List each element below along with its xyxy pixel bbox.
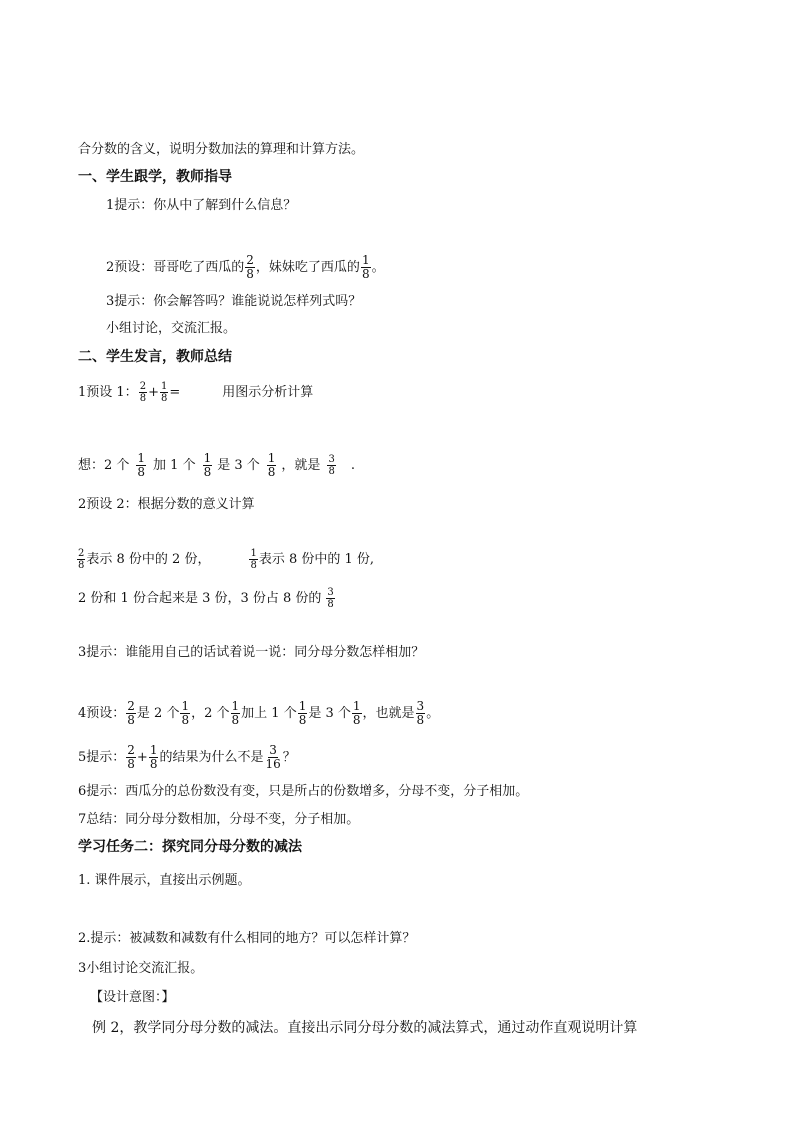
fraction: $\frac{1}{8}$	[203, 451, 212, 479]
task-2-item-1: 1. 课件展示，直接出示例题。	[78, 873, 251, 888]
preset-2-middle: ，妹妹吃了西瓜的	[255, 260, 360, 275]
preset-2: 2预设：哥哥吃了西瓜的 $\frac{2}{8}$ ，妹妹吃了西瓜的 $\frac{1}{8}$ 。	[106, 253, 385, 281]
fraction: $\frac{2}{8}$	[246, 253, 254, 281]
fraction: $\frac{3}{8}$	[328, 454, 335, 477]
think-line: 想：2 个 $\frac{1}{8}$ 加 1 个 $\frac{1}{8}$ 是 3 个 $\frac{1}{8}$ ，就是 $\frac{3}{8}$ .	[78, 451, 355, 479]
fraction: $\frac{3}{8}$	[416, 699, 425, 727]
fraction: $\frac{2}{8}$	[127, 699, 135, 727]
summary-7: 7总结：同分母分数相加，分母不变，分子相加。	[78, 812, 360, 827]
task-2-heading: 学习任务二：探究同分母分数的减法	[78, 839, 302, 855]
fraction: $\frac{1}{8}$	[250, 548, 257, 571]
fraction: $\frac{2}{8}$	[127, 743, 135, 771]
preset-2-prefix: 2预设：哥哥吃了西瓜的	[106, 260, 245, 275]
section-heading-1: 一、学生跟学，教师指导	[78, 169, 232, 185]
combine-line: 2 份和 1 份合起来是 3 份，3 份占 8 份的 $\frac{3}{8}$	[78, 587, 334, 610]
fraction: $\frac{1}{8}$	[149, 743, 158, 771]
section-heading-2: 二、学生发言，教师总结	[78, 349, 232, 365]
fraction: $\frac{1}{8}$	[160, 381, 168, 404]
hint-3b: 3提示：谁能用自己的话试着说一说：同分母分数怎样相加？	[78, 645, 425, 660]
fraction: $\frac{3}{16}$	[265, 743, 281, 771]
fraction: $\frac{2}{8}$	[78, 548, 85, 571]
preset-4: 4预设： $\frac{2}{8}$ 是 2 个 $\frac{1}{8}$ ，2 个 $\frac{1}{8}$ 加上 1 个 $\frac{1}{8}$ 是 3 个 $\frac{1}{8}$ ，也就是 $\frac{3}{8}$ 。	[78, 699, 440, 727]
fraction: $\frac{1}{8}$	[181, 699, 190, 727]
task-2-item-2: 2.提示：被减数和减数有什么相同的地方？可以怎样计算？	[78, 931, 416, 946]
fraction: $\frac{1}{8}$	[298, 699, 307, 727]
hint-5: 5提示： $\frac{2}{8}$ + $\frac{1}{8}$ 的结果为什么不是 $\frac{3}{16}$ ？	[78, 743, 296, 771]
hint-6: 6提示：西瓜分的总份数没有变，只是所占的份数增多，分母不变，分子相加。	[78, 784, 529, 799]
fraction: $\frac{1}{8}$	[231, 699, 240, 727]
intro-line: 合分数的含义，说明分数加法的算理和计算方法。	[78, 142, 365, 157]
fraction: $\frac{1}{8}$	[361, 253, 370, 281]
diagram-analysis-label: 用图示分析计算	[222, 385, 314, 400]
fraction: $\frac{3}{8}$	[327, 587, 334, 610]
meaning-line: $\frac{2}{8}$ 表示 8 份中的 2 份， $\frac{1}{8}$ 表示 8 份中的 1 份,	[78, 548, 375, 571]
group-discuss: 小组讨论，交流汇报。	[106, 321, 237, 336]
task-2-item-3: 3小组讨论交流汇报。	[78, 961, 204, 976]
design-intent: 【设计意图：】	[90, 990, 175, 1005]
preset-2-line: 2预设 2：根据分数的意义计算	[78, 497, 255, 512]
fraction: $\frac{1}{8}$	[137, 451, 146, 479]
preset-1-line: 1预设 1： $\frac{2}{8}$ + $\frac{1}{8}$ = 用图示分析计算	[78, 381, 314, 404]
fraction: $\frac{1}{8}$	[352, 699, 361, 727]
fraction: $\frac{1}{8}$	[267, 451, 276, 479]
example-2: 例 2，教学同分母分数的减法。直接出示同分母分数的减法算式，通过动作直观说明计算	[92, 1020, 638, 1036]
fraction: $\frac{2}{8}$	[139, 381, 147, 404]
hint-3: 3提示：你会解答吗？谁能说说怎样列式吗？	[106, 294, 362, 309]
hint-1: 1提示：你从中了解到什么信息？	[106, 198, 297, 213]
